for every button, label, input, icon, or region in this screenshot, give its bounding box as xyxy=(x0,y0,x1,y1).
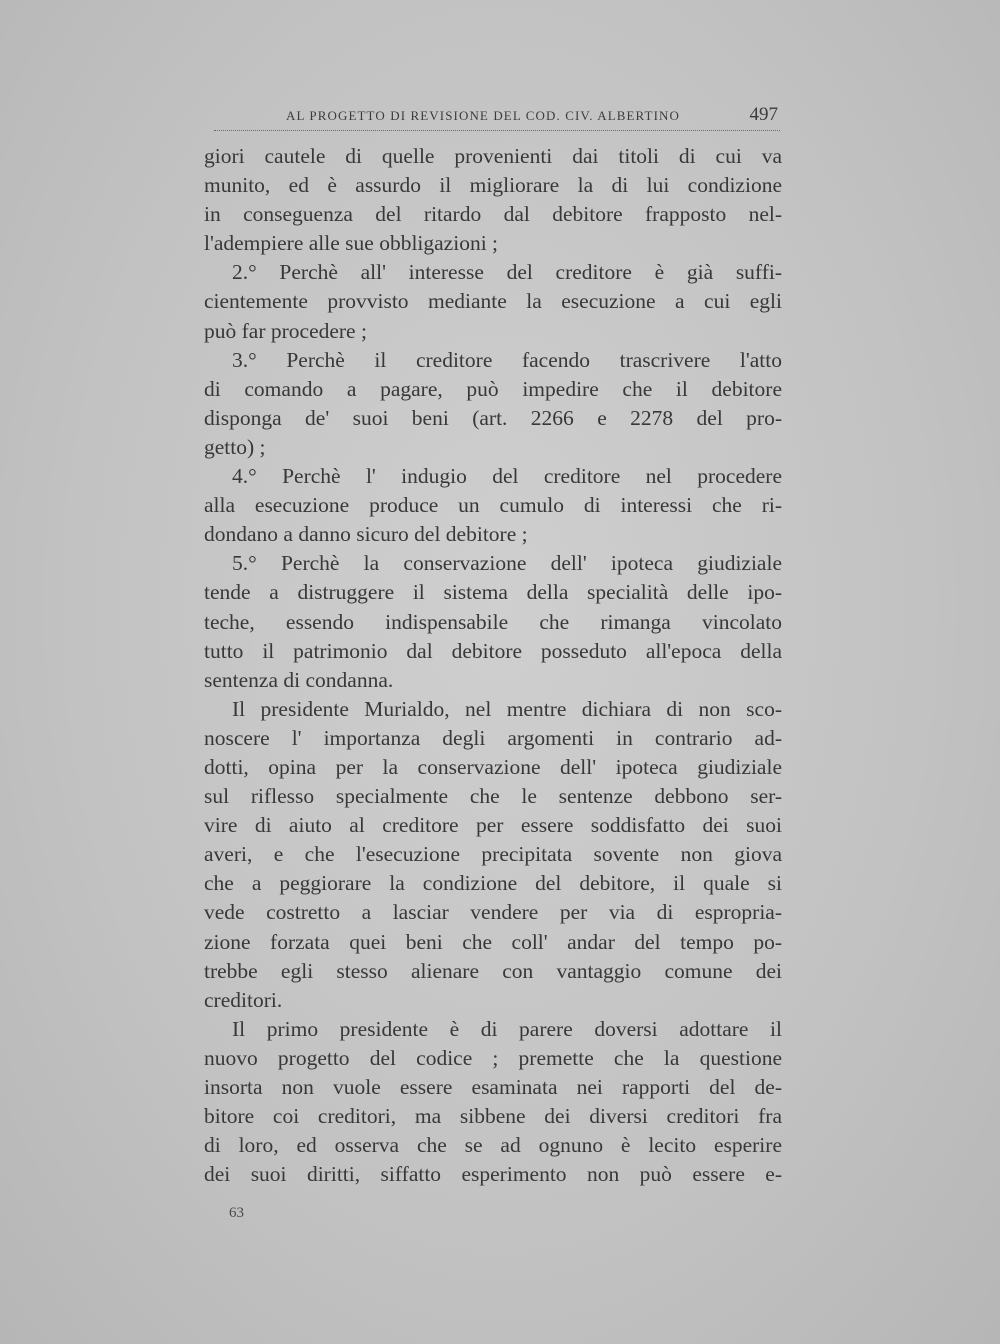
text-line: disponga de' suoi beni (art. 2266 e 2278 del pro- xyxy=(204,405,782,430)
text-line: tutto il patrimonio dal debitore posseduto all'epoca della xyxy=(204,638,782,663)
running-title: AL PROGETTO DI REVISIONE DEL COD. CIV. ALBERTINO xyxy=(286,108,680,123)
text-line: dondano a danno sicuro del debitore ; xyxy=(204,522,528,547)
text-line: giori cautele di quelle provenienti dai titoli di cui va xyxy=(204,144,782,168)
text-line: alla esecuzione produce un cumulo di interessi che ri- xyxy=(204,493,782,518)
text-line: l'adempiere alle sue obbligazioni ; xyxy=(204,231,499,256)
running-head xyxy=(212,104,780,130)
text-line: 3.° Perchè il creditore facendo trascrivere l'atto xyxy=(232,347,782,372)
text-line: nuovo progetto del codice ; premette che la questione xyxy=(204,1045,782,1070)
text-line: può far procedere ; xyxy=(204,318,367,343)
text-line: cientemente provvisto mediante la esecuzione a cui egli xyxy=(204,289,782,314)
text-line: vire di aiuto al creditore per essere soddisfatto dei suoi xyxy=(204,813,782,838)
text-line: dei suoi diritti, siffatto esperimento non può essere e- xyxy=(204,1162,782,1187)
text-line: tende a distruggere il sistema della specialità delle ipo- xyxy=(204,580,782,605)
text-line: dotti, opina per la conservazione dell' ipoteca giudiziale xyxy=(204,754,782,779)
text-line: di loro, ed osserva che se ad ognuno è lecito esperire xyxy=(204,1133,782,1158)
header-divider xyxy=(214,130,780,131)
text-line: trebbe egli stesso alienare con vantaggio comune dei xyxy=(204,958,782,983)
text-line: insorta non vuole essere esaminata nei rapporti del de- xyxy=(204,1075,782,1099)
text-line: munito, ed è assurdo il migliorare la di lui condizione xyxy=(204,173,782,198)
text-line: creditori. xyxy=(204,987,283,1012)
text-line: sul riflesso specialmente che le sentenze debbono ser- xyxy=(204,784,782,809)
text-line: teche, essendo indispensabile che rimanga vincolato xyxy=(204,609,782,634)
page-number: 497 xyxy=(749,104,778,125)
text-line: che a peggiorare la condizione del debitore, il quale si xyxy=(204,871,782,896)
text-line: vede costretto a lasciar vendere per via di espropria- xyxy=(204,900,782,925)
text-line: 4.° Perchè l' indugio del creditore nel procedere xyxy=(232,464,782,489)
text-line: getto) ; xyxy=(204,434,266,459)
text-line: sentenza di condanna. xyxy=(204,667,394,692)
signature-mark: 63 xyxy=(229,1205,244,1221)
text-line: 2.° Perchè all' interesse del creditore è già suffi- xyxy=(232,260,782,285)
text-line: 5.° Perchè la conservazione dell' ipoteca giudiziale xyxy=(232,551,782,576)
text-line: in conseguenza del ritardo dal debitore frapposto nel- xyxy=(204,202,782,227)
body-text xyxy=(204,142,782,1189)
text-line: bitore coi creditori, ma sibbene dei diversi creditori fra xyxy=(204,1104,782,1129)
text-line: Il primo presidente è di parere doversi adottare il xyxy=(232,1016,782,1041)
text-line: di comando a pagare, può impedire che il debitore xyxy=(204,376,782,401)
text-line: noscere l' importanza degli argomenti in contrario ad- xyxy=(204,725,782,750)
text-line: zione forzata quei beni che coll' andar del tempo po- xyxy=(204,929,782,954)
text-line: averi, e che l'esecuzione precipitata sovente non giova xyxy=(204,842,782,867)
text-line: Il presidente Murialdo, nel mentre dichiara di non sco- xyxy=(232,696,782,721)
